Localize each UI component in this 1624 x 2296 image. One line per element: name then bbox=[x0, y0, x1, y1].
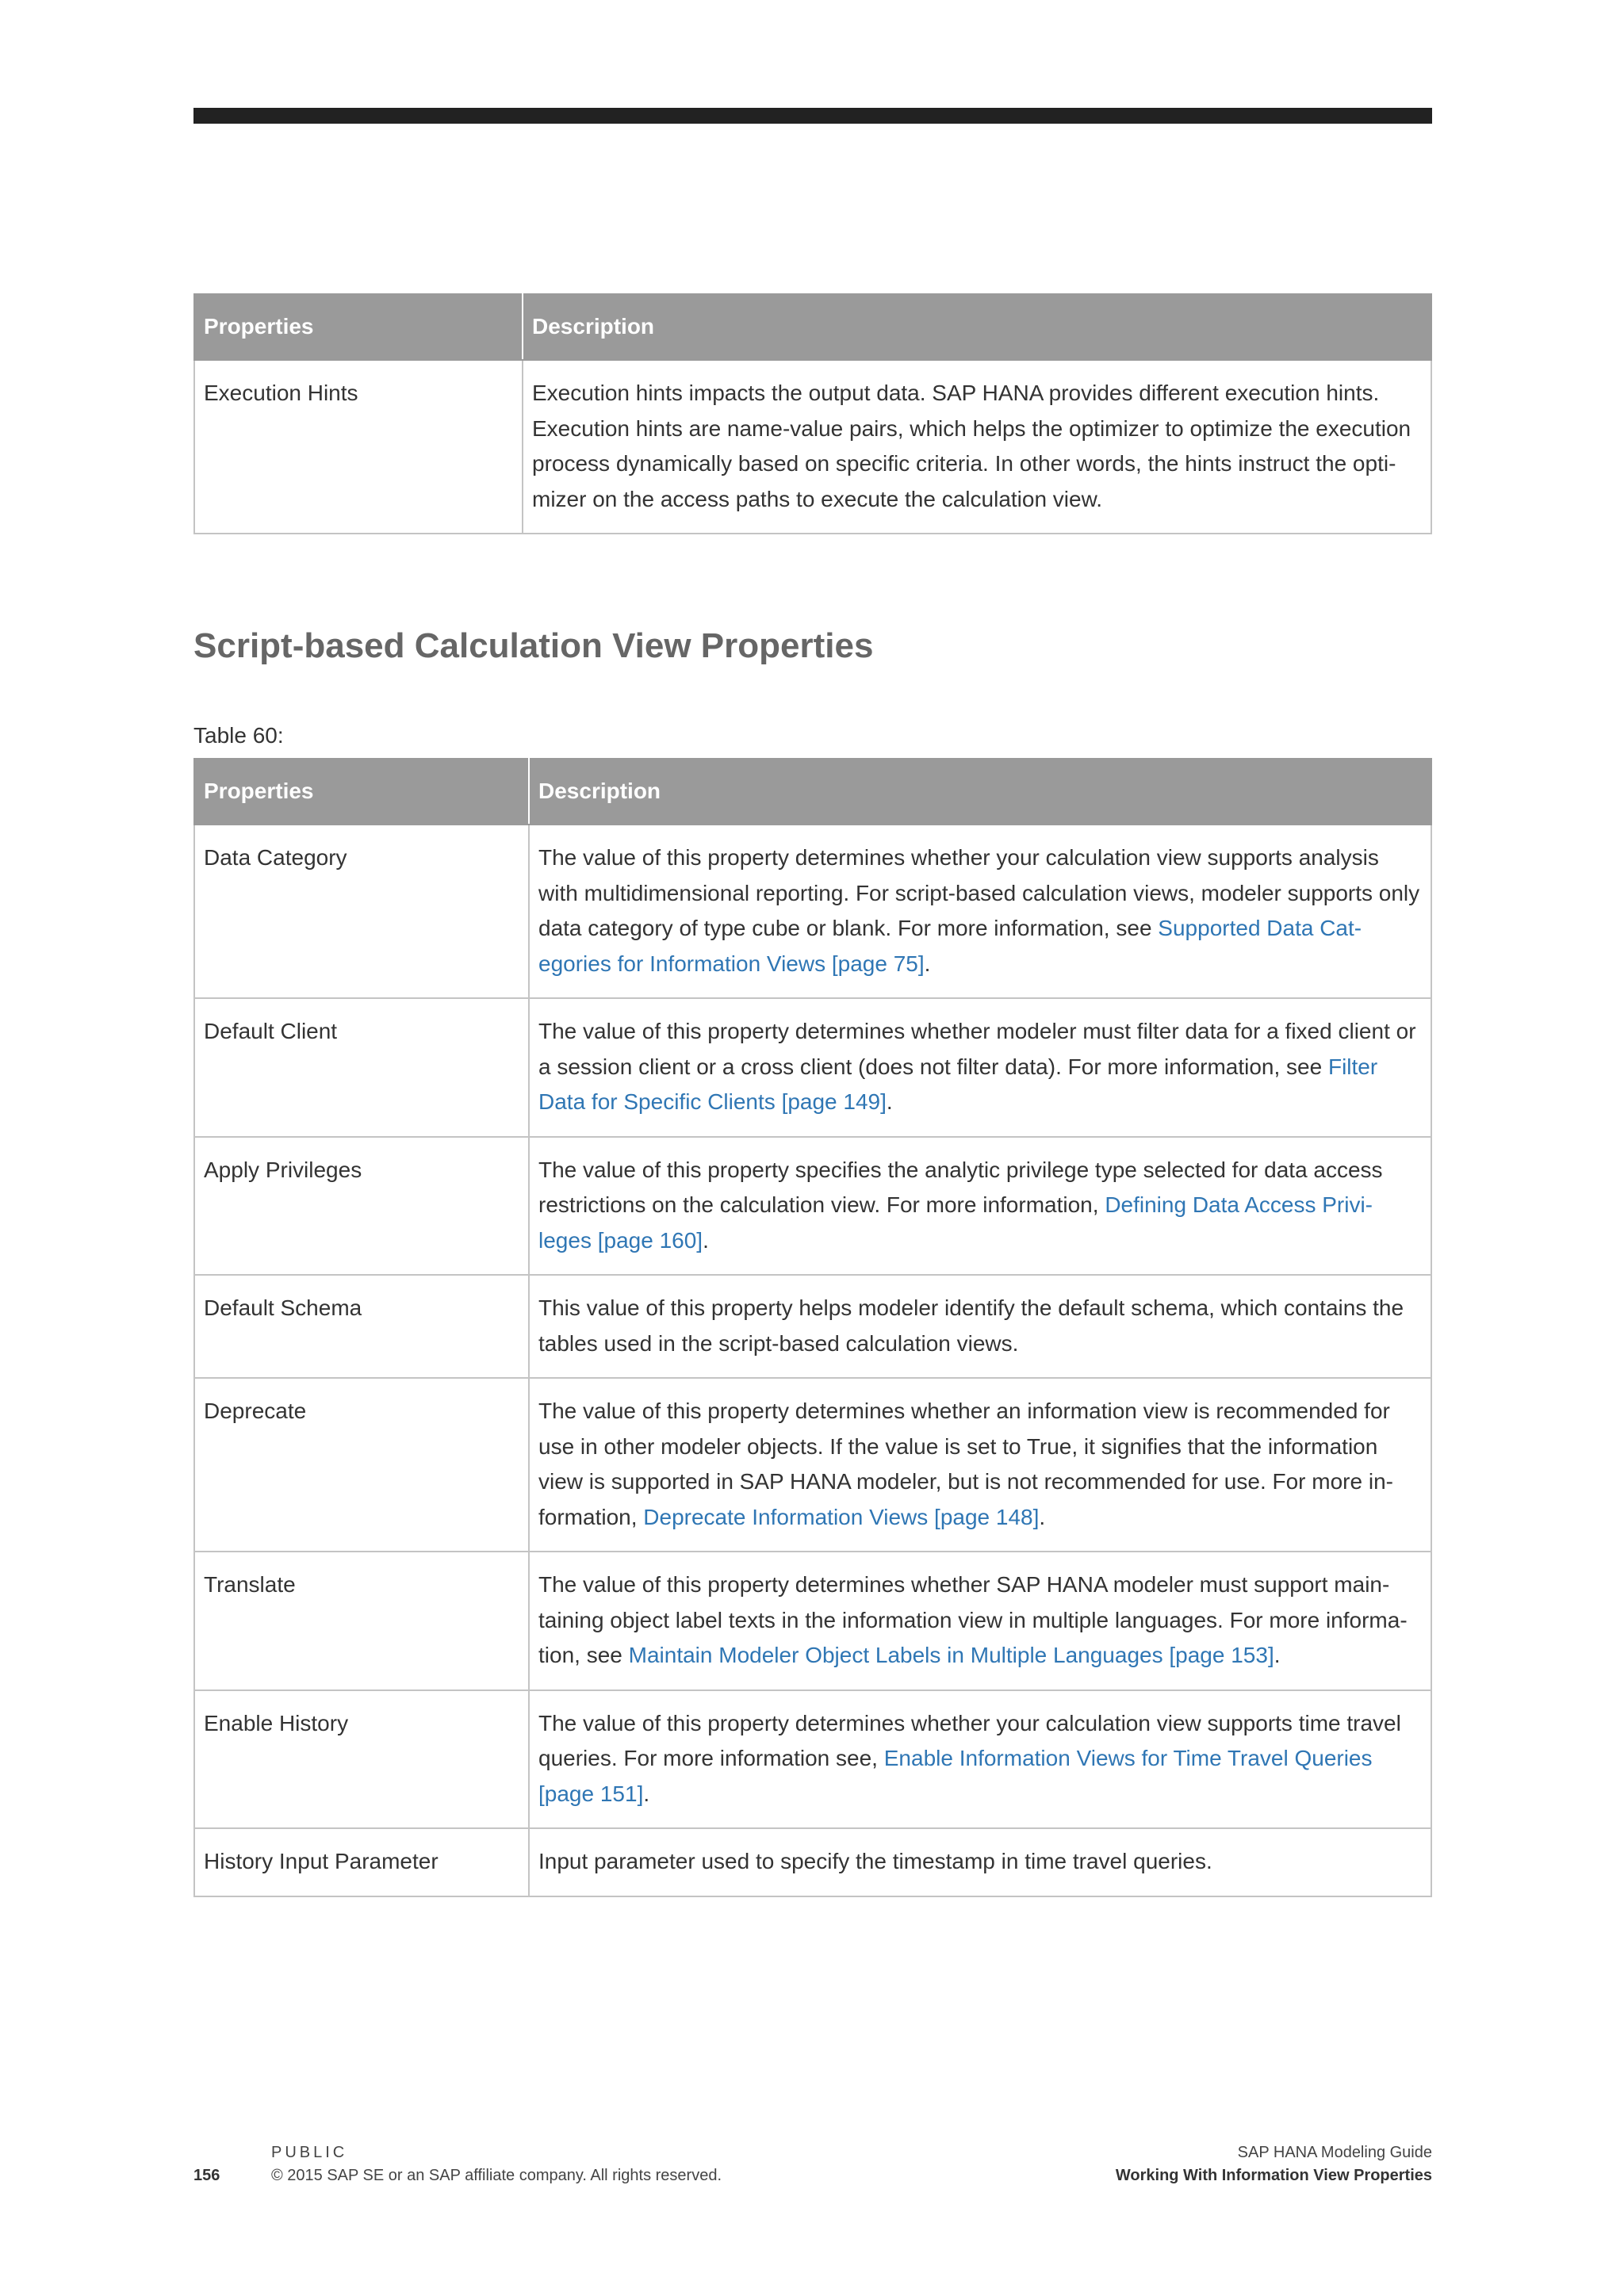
table-caption: Table 60: bbox=[193, 723, 284, 748]
property-description bbox=[529, 1552, 1431, 1690]
property-name: Execution Hints bbox=[194, 360, 523, 534]
description-text: Input parameter used to specify the timestamp in time travel queries. bbox=[538, 1849, 1212, 1873]
header-properties: Properties bbox=[194, 294, 523, 360]
header-description: Description bbox=[523, 294, 1431, 360]
property-description bbox=[529, 825, 1431, 998]
cross-reference-link[interactable]: Maintain Modeler Object Labels in Multiple Languages [page 153] bbox=[628, 1643, 1274, 1667]
property-name: Translate bbox=[194, 1552, 529, 1690]
cross-reference-link[interactable]: Supported Data Cat-egories for Information Views [page 75] bbox=[538, 916, 1362, 976]
table-row bbox=[194, 998, 1431, 1137]
table-row bbox=[194, 1378, 1431, 1552]
description-text: The value of this property determines whether your calculation view supports analysis with multidimensional reporting. For script-based calculation views, modeler supports only data category of type cube or blank. For more information, see bbox=[538, 845, 1420, 940]
description-suffix: . bbox=[886, 1089, 893, 1114]
header-description: Description bbox=[529, 759, 1431, 825]
property-name: Default Schema bbox=[194, 1275, 529, 1378]
property-name: Data Category bbox=[194, 825, 529, 998]
footer-guide-title: SAP HANA Modeling Guide bbox=[1237, 2144, 1432, 2161]
table-row bbox=[194, 825, 1431, 998]
property-name: Deprecate bbox=[194, 1378, 529, 1552]
property-description bbox=[529, 1828, 1431, 1896]
execution-hints-table bbox=[193, 293, 1432, 534]
table-row bbox=[194, 1275, 1431, 1378]
cross-reference-link[interactable]: Enable Information Views for Time Travel Queries [page 151] bbox=[538, 1746, 1373, 1806]
property-name: Apply Privileges bbox=[194, 1137, 529, 1276]
description-text: This value of this property helps modeler identify the default schema, which contains the tables used in the script-based calculation views. bbox=[538, 1295, 1404, 1356]
cross-reference-link[interactable]: Deprecate Information Views [page 148] bbox=[643, 1504, 1040, 1529]
description-text: The value of this property determines whether your calculation view supports time travel queries. For more information see, bbox=[538, 1710, 1401, 1770]
property-description bbox=[529, 1275, 1431, 1378]
top-rule bbox=[193, 108, 1432, 124]
footer-copyright: © 2015 SAP SE or an SAP affiliate company. All rights reserved. bbox=[271, 2167, 722, 2184]
header-properties: Properties bbox=[194, 759, 529, 825]
description-text: The value of this property specifies the analytic privilege type selected for data access restrictions on the calculation view. For more information, bbox=[538, 1157, 1383, 1217]
cross-reference-link[interactable]: Defining Data Access Privi-leges [page 160] bbox=[538, 1192, 1373, 1253]
table-row bbox=[194, 1137, 1431, 1276]
cross-reference-link[interactable]: Filter Data for Specific Clients [page 149] bbox=[538, 1054, 1378, 1114]
description-text: The value of this property determines whether SAP HANA modeler must support main-taining object label texts in the information view in multiple languages. For more informa-tion, see bbox=[538, 1572, 1408, 1667]
table-header-row bbox=[194, 759, 1431, 825]
property-description bbox=[529, 1378, 1431, 1552]
property-name: History Input Parameter bbox=[194, 1828, 529, 1896]
script-calc-view-properties-table bbox=[193, 758, 1432, 1897]
table-row bbox=[194, 360, 1431, 534]
property-name: Enable History bbox=[194, 1690, 529, 1829]
description-text: The value of this property determines whether modeler must filter data for a fixed client or a session client or a cross client (does not filter data). For more information, see bbox=[538, 1019, 1416, 1079]
footer-chapter-title: Working With Information View Properties bbox=[1115, 2167, 1432, 2184]
table-row bbox=[194, 1552, 1431, 1690]
section-title: Script-based Calculation View Properties bbox=[193, 626, 874, 665]
table-row bbox=[194, 1828, 1431, 1896]
property-description: Execution hints impacts the output data. SAP HANA provides different execution hints. Execution hints are name-value pairs, which helps the optimizer to optimize the execution process dynamically based on specific criteria. In other words, the hints instruct the opti-mizer on the access paths to execute the calculation view. bbox=[523, 360, 1431, 534]
description-suffix: . bbox=[643, 1781, 650, 1806]
description-text: The value of this property determines whether an information view is recommended for use in other modeler objects. If the value is set to True, it signifies that the information view is supported in SAP HANA modeler, but is not recommended for use. For more in-formation, bbox=[538, 1399, 1393, 1529]
page-number: 156 bbox=[193, 2167, 220, 2184]
table-header-row bbox=[194, 294, 1431, 360]
property-description bbox=[529, 998, 1431, 1137]
description-suffix: . bbox=[1039, 1504, 1046, 1529]
table-row bbox=[194, 1690, 1431, 1829]
property-description bbox=[529, 1137, 1431, 1276]
description-suffix: . bbox=[703, 1227, 709, 1253]
property-name: Default Client bbox=[194, 998, 529, 1137]
description-suffix: . bbox=[1274, 1643, 1281, 1667]
footer-classification: PUBLIC bbox=[271, 2144, 348, 2161]
description-suffix: . bbox=[924, 951, 931, 976]
property-description bbox=[529, 1690, 1431, 1829]
